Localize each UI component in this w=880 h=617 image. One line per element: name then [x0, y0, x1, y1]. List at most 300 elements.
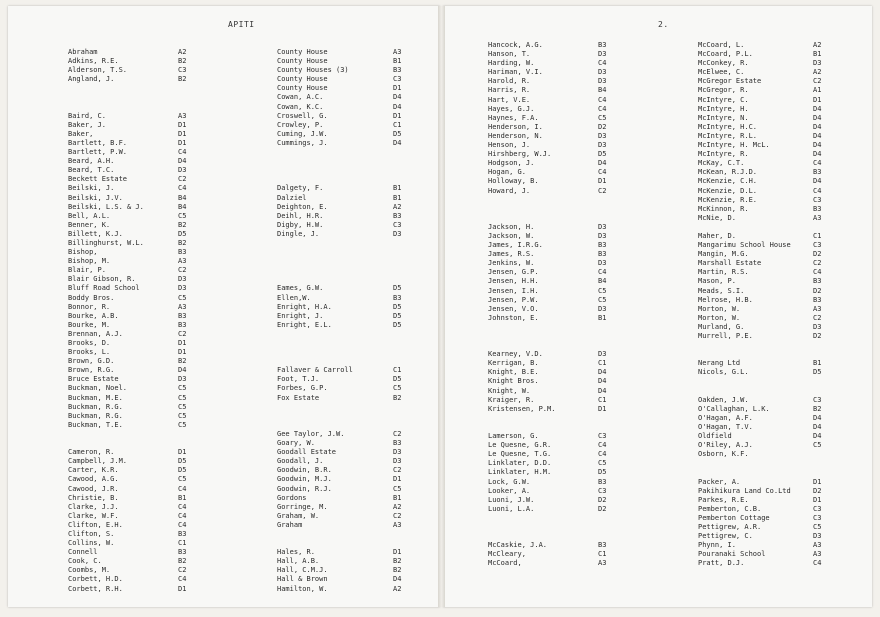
entry-name: Nicols, G.L.: [698, 368, 749, 377]
entry-name: Beard, T.C.: [68, 166, 115, 175]
entry-grid-code: C2: [393, 429, 402, 438]
entry-name: Brown, R.G.: [68, 366, 115, 375]
entry-grid-code: D5: [813, 368, 822, 377]
entry-name: Jackson, W.: [488, 231, 535, 240]
entry-grid-code: A3: [598, 559, 607, 568]
entry-name: Marshall Estate: [698, 259, 762, 268]
entry-name: Graham: [277, 520, 303, 529]
entry-name: Kearney, V.D.: [488, 350, 543, 359]
entry-name: Hales, R.: [277, 548, 315, 557]
entry-name: Abraham: [68, 48, 98, 56]
entry-grid-code: B3: [393, 66, 402, 75]
entry-name: Kraiger, R.: [488, 395, 535, 404]
entry-grid-code: D4: [393, 575, 402, 584]
entry-name: Collins, W.: [68, 539, 115, 548]
entry-name: Connell: [68, 548, 98, 557]
entry-grid-code: C4: [813, 268, 822, 277]
entry-name: Hall, C.M.J.: [277, 566, 328, 575]
entry-name: McKean, R.J.D.: [698, 168, 758, 177]
entry-grid-code: D4: [813, 422, 822, 431]
entry-name: Morton, W.: [698, 313, 741, 322]
entry-grid-code: C4: [178, 520, 187, 529]
entry-name: Cook, C.: [68, 557, 102, 566]
entry-name: Nerang Ltd: [698, 359, 741, 368]
entry-name: Carter, K.R.: [68, 466, 119, 475]
entry-grid-code: D4: [813, 113, 822, 122]
entry-grid-code: B3: [813, 295, 822, 304]
entry-grid-code: A1: [813, 86, 822, 95]
entry-name: Jensen, H.H.: [488, 277, 539, 286]
entry-grid-code: C2: [178, 175, 187, 184]
entry-grid-code: C5: [813, 441, 822, 450]
entry-grid-code: B2: [393, 557, 402, 566]
entry-grid-code: C5: [598, 295, 607, 304]
entry-name: Bishop, M.: [68, 257, 111, 266]
entry-name: County House: [277, 75, 328, 84]
entry-name: McIntyre, C.: [698, 95, 749, 104]
entry-name: Pouranaki School: [698, 550, 766, 559]
entry-name: Bourke, M.: [68, 320, 111, 329]
entry-grid-code: D4: [813, 177, 822, 186]
entry-grid-code: D2: [813, 332, 822, 340]
entry-grid-code: C4: [598, 450, 607, 459]
entry-name: Cowan, K.C.: [277, 102, 324, 111]
entry-grid-code: A2: [178, 48, 187, 56]
entry-name: Buckman, Noel.: [68, 384, 128, 393]
entry-name: Meads, S.I.: [698, 286, 745, 295]
entry-grid-code: C3: [813, 395, 822, 404]
entry-name: Dingle, J.: [277, 229, 320, 238]
entry-grid-code: A2: [813, 68, 822, 77]
entry-grid-code: A3: [178, 111, 187, 120]
entry-grid-code: C5: [178, 384, 187, 393]
entry-grid-code: C4: [178, 511, 187, 520]
entry-grid-code: D4: [813, 131, 822, 140]
entry-grid-code: B1: [178, 493, 187, 502]
entry-grid-code: C2: [178, 266, 187, 275]
entry-grid-code: D1: [598, 404, 607, 413]
entry-name: Holloway, B.: [488, 177, 539, 186]
entry-name: Hanson, T.: [488, 50, 531, 59]
entry-grid-code: D1: [813, 477, 822, 486]
entry-grid-code: D3: [393, 229, 402, 238]
entry-grid-code: B3: [393, 211, 402, 220]
entry-name: Corbett, H.D.: [68, 575, 123, 584]
entry-name: McKay, C.T.: [698, 159, 745, 168]
entry-name: Bartlett, B.F.: [68, 138, 128, 147]
entry-grid-code: D3: [393, 448, 402, 457]
entry-name: Goodall, J.: [277, 457, 324, 466]
entry-grid-code: B3: [178, 311, 187, 320]
entry-name: Buckman, M.E.: [68, 393, 123, 402]
entry-name: Hall, A.B.: [277, 557, 320, 566]
entry-grid-code: C5: [178, 293, 187, 302]
entry-name: Hancock, A.G.: [488, 41, 543, 49]
entry-name: McElwee, C.: [698, 68, 745, 77]
entry-name: Buckman, R.G.: [68, 402, 123, 411]
entry-name: McIntyre, H.: [698, 104, 749, 113]
entry-grid-code: D1: [813, 95, 822, 104]
entry-grid-code: D3: [598, 350, 607, 359]
entry-name: Hariman, V.I.: [488, 68, 543, 77]
entry-name: Campbell, J.M.: [68, 457, 128, 466]
entry-name: Clifton, S.: [68, 529, 115, 538]
entry-grid-code: D3: [178, 166, 187, 175]
entry-grid-code: D1: [393, 111, 402, 120]
entry-name: Kerrigan, B.: [488, 359, 539, 368]
entry-grid-code: C3: [393, 220, 402, 229]
entry-grid-code: C2: [813, 313, 822, 322]
entry-grid-code: B3: [598, 477, 607, 486]
entry-name: Dalziel: [277, 193, 307, 202]
entry-name: McIntyre, H. McL.: [698, 141, 770, 150]
entry-grid-code: C4: [813, 559, 822, 568]
entry-grid-code: D3: [598, 131, 607, 140]
entry-name: Buckman, T.E.: [68, 420, 123, 429]
entry-name: Digby, H.W.: [277, 220, 324, 229]
entry-grid-code: C3: [813, 504, 822, 513]
entry-grid-code: C5: [178, 393, 187, 402]
entry-grid-code: B1: [393, 57, 402, 66]
entry-name: Maher, D.: [698, 231, 736, 240]
entry-grid-code: D4: [393, 93, 402, 102]
entry-name: Morton, W.: [698, 304, 741, 313]
entry-name: Brooks, L.: [68, 348, 111, 357]
entry-grid-code: D4: [813, 413, 822, 422]
entry-name: Jensen, P.W.: [488, 295, 539, 304]
entry-name: McIntyre, N.: [698, 113, 749, 122]
entry-name: O'Riley, A.J.: [698, 441, 753, 450]
entry-name: Angland, J.: [68, 75, 115, 84]
entry-name: Hayes, G.J.: [488, 104, 535, 113]
entry-grid-code: D4: [178, 157, 187, 166]
entry-grid-code: D5: [393, 311, 402, 320]
entry-name: Le Quesne, T.G.: [488, 450, 552, 459]
entry-name: Christie, B.: [68, 493, 119, 502]
entry-name: McKenzie, D.L.: [698, 186, 758, 195]
entry-grid-code: B3: [813, 204, 822, 213]
entry-name: Looker, A.: [488, 486, 531, 495]
entry-name: Pettigrew, C.: [698, 532, 753, 541]
entry-name: Gordons: [277, 493, 307, 502]
entry-grid-code: D1: [178, 339, 187, 347]
entry-name: Phynn, I.: [698, 541, 736, 550]
entry-name: Kristensen, P.M.: [488, 404, 556, 413]
entry-grid-code: D5: [178, 457, 187, 466]
entry-grid-code: D3: [598, 141, 607, 150]
entry-name: Jensen, I.H.: [488, 286, 539, 295]
entry-name: Jenkins, W.: [488, 259, 535, 268]
entry-grid-code: D4: [813, 432, 822, 441]
entry-name: Beard, A.H.: [68, 157, 115, 166]
entry-name: Knight Bros.: [488, 377, 539, 386]
entry-grid-code: C4: [178, 502, 187, 511]
entry-grid-code: C2: [598, 186, 607, 195]
entry-name: Mangin, M.G.: [698, 250, 749, 259]
entry-grid-code: A2: [813, 41, 822, 49]
entry-name: Luoni, L.A.: [488, 504, 535, 513]
entry-grid-code: B3: [813, 168, 822, 177]
entry-name: Billett, K.J.: [68, 229, 123, 238]
entry-name: Buckman, R.G.: [68, 411, 123, 420]
entry-name: Bartlett, P.W.: [68, 148, 128, 157]
entry-name: Cowan, A.C.: [277, 93, 324, 102]
entry-name: Lock, G.W.: [488, 477, 531, 486]
entry-name: Bruce Estate: [68, 375, 119, 384]
entry-grid-code: D2: [598, 122, 607, 131]
entry-name: Gorringe, M.: [277, 502, 328, 511]
entry-grid-code: B3: [178, 320, 187, 329]
entry-grid-code: C1: [598, 359, 607, 368]
entry-grid-code: D1: [813, 495, 822, 504]
entry-name: Enright, J.: [277, 311, 324, 320]
entry-grid-code: C2: [393, 511, 402, 520]
entry-name: Pratt, D.J.: [698, 559, 745, 568]
entry-grid-code: D1: [178, 348, 187, 357]
entry-name: McKenzie, R.E.: [698, 195, 758, 204]
entry-name: Enright, H.A.: [277, 302, 332, 311]
entry-grid-code: D4: [598, 386, 607, 395]
entry-grid-code: C5: [813, 522, 822, 531]
entry-grid-code: C2: [813, 259, 822, 268]
entry-grid-code: B1: [813, 359, 822, 368]
entry-grid-code: D4: [598, 377, 607, 386]
entry-grid-code: D3: [178, 375, 187, 384]
entry-name: Cawood, A.G.: [68, 475, 119, 484]
entry-name: McIntyre, H.C.: [698, 122, 758, 131]
entry-name: Eames, G.W.: [277, 284, 324, 293]
entry-name: McIntyre, R.: [698, 150, 749, 159]
entry-name: O'Hagan, A.F.: [698, 413, 753, 422]
entry-grid-code: B3: [598, 41, 607, 49]
entry-name: Deihl, H.R.: [277, 211, 324, 220]
entry-grid-code: C4: [598, 104, 607, 113]
entry-grid-code: C5: [393, 484, 402, 493]
entry-grid-code: D1: [393, 475, 402, 484]
entry-grid-code: C2: [393, 466, 402, 475]
entry-grid-code: C4: [598, 95, 607, 104]
entry-name: Gee Taylor, J.W.: [277, 429, 345, 438]
entry-name: Baker,: [68, 129, 94, 138]
entry-grid-code: B3: [178, 248, 187, 257]
entry-grid-code: D1: [178, 120, 187, 129]
entry-grid-code: A3: [813, 304, 822, 313]
entry-name: Brown, G.D.: [68, 357, 115, 366]
entry-name: Goodwin, B.R.: [277, 466, 332, 475]
entry-name: Adkins, R.E.: [68, 57, 119, 66]
entry-name: Goodall Estate: [277, 448, 337, 457]
entry-grid-code: C3: [598, 486, 607, 495]
entry-grid-code: B2: [178, 357, 187, 366]
entry-name: Harold, R.: [488, 77, 531, 86]
entry-name: Le Quesne, G.R.: [488, 441, 552, 450]
entry-name: Hamilton, W.: [277, 584, 328, 593]
entry-name: Murland, G.: [698, 322, 745, 331]
entry-grid-code: C5: [178, 420, 187, 429]
entry-grid-code: D2: [813, 250, 822, 259]
entry-grid-code: B2: [178, 57, 187, 66]
entry-name: Brooks, D.: [68, 339, 111, 347]
entry-grid-code: C2: [178, 566, 187, 575]
entry-grid-code: A3: [393, 48, 402, 56]
entry-grid-code: D3: [598, 77, 607, 86]
entry-name: Harris, R.: [488, 86, 531, 95]
entry-grid-code: A3: [178, 257, 187, 266]
entry-grid-code: C1: [178, 539, 187, 548]
entry-name: Oakden, J.W.: [698, 395, 749, 404]
entry-name: Bourke, A.B.: [68, 311, 119, 320]
entry-name: Knight, B.E.: [488, 368, 539, 377]
entry-grid-code: C1: [393, 120, 402, 129]
entry-grid-code: B1: [393, 184, 402, 193]
entry-name: Knight, W.: [488, 386, 531, 395]
entry-name: Henderson, N.: [488, 131, 543, 140]
entry-grid-code: D3: [598, 231, 607, 240]
entry-name: Bonnor, R.: [68, 302, 111, 311]
entry-grid-code: D3: [178, 284, 187, 293]
entry-name: Forbes, G.P.: [277, 384, 328, 393]
entry-grid-code: B2: [178, 238, 187, 247]
entry-name: Coombs, M.: [68, 566, 111, 575]
entry-grid-code: D2: [813, 286, 822, 295]
entry-name: James, I.R.G.: [488, 241, 543, 250]
entry-name: Pemberton, C.B.: [698, 504, 762, 513]
entry-name: Howard, J.: [488, 186, 531, 195]
entry-grid-code: C4: [598, 268, 607, 277]
entry-name: Murrell, P.E.: [698, 332, 753, 340]
entry-name: Beilski, L.S. & J.: [68, 202, 144, 211]
entry-name: O'Callaghan, L.K.: [698, 404, 770, 413]
entry-grid-code: C4: [598, 59, 607, 68]
entry-grid-code: D5: [393, 320, 402, 329]
entry-name: Ellen,W.: [277, 293, 311, 302]
entry-grid-code: D5: [393, 284, 402, 293]
entry-name: Blair Gibson, R.: [68, 275, 136, 284]
entry-grid-code: B3: [598, 541, 607, 550]
entry-name: Pakihikura Land Co.Ltd: [698, 486, 791, 495]
entry-grid-code: C4: [178, 484, 187, 493]
entry-name: Goodwin, M.J.: [277, 475, 332, 484]
entry-grid-code: D1: [393, 548, 402, 557]
entry-grid-code: D3: [393, 457, 402, 466]
entry-grid-code: D1: [598, 177, 607, 186]
entry-name: Cameron, R.: [68, 448, 115, 457]
entry-grid-code: C4: [598, 441, 607, 450]
entry-grid-code: C5: [598, 459, 607, 468]
entry-name: Crowley, P.: [277, 120, 324, 129]
entry-name: Baird, C.: [68, 111, 106, 120]
entry-grid-code: A2: [393, 202, 402, 211]
entry-name: Hart, V.E.: [488, 95, 531, 104]
entry-name: Billinghurst, W.L.: [68, 238, 144, 247]
entry-name: Harding, W.: [488, 59, 535, 68]
entry-grid-code: B3: [598, 250, 607, 259]
entry-name: Bishop,: [68, 248, 98, 257]
entry-grid-code: A2: [393, 584, 402, 593]
entry-grid-code: D1: [393, 84, 402, 93]
entry-name: Brennan, A.J.: [68, 329, 123, 338]
entry-grid-code: A3: [393, 520, 402, 529]
entry-grid-code: C4: [178, 184, 187, 193]
entry-name: Jensen, G.P.: [488, 268, 539, 277]
entry-grid-code: C5: [178, 475, 187, 484]
entry-grid-code: D1: [178, 129, 187, 138]
entry-name: James, R.S.: [488, 250, 535, 259]
entry-name: Cawood, J.R.: [68, 484, 119, 493]
entry-name: Graham, W.: [277, 511, 320, 520]
entry-grid-code: B3: [178, 529, 187, 538]
entry-name: Fox Estate: [277, 393, 320, 402]
entry-grid-code: B3: [393, 439, 402, 448]
entry-grid-code: D1: [178, 584, 187, 593]
entry-grid-code: C5: [178, 211, 187, 220]
entry-grid-code: D3: [598, 259, 607, 268]
entry-name: Mason, P.: [698, 277, 736, 286]
entry-name: McCoard, P.L.: [698, 50, 753, 59]
entry-grid-code: C1: [813, 231, 822, 240]
entry-name: Clifton, E.H.: [68, 520, 123, 529]
entry-name: Deighton, E.: [277, 202, 328, 211]
entry-grid-code: C5: [178, 411, 187, 420]
entry-name: Clarke, W.F.: [68, 511, 119, 520]
entry-grid-code: D4: [178, 366, 187, 375]
entry-name: Cuming, J.W.: [277, 129, 328, 138]
entry-name: Baker, J.: [68, 120, 106, 129]
entry-name: McCoard, L.: [698, 41, 745, 49]
entry-name: Hogan, G.: [488, 168, 526, 177]
entry-grid-code: A3: [813, 213, 822, 222]
entry-name: Enright, E.L.: [277, 320, 332, 329]
entry-name: McCaskie, J.A.: [488, 541, 548, 550]
entry-grid-code: C2: [813, 77, 822, 86]
book-gutter: [438, 6, 445, 607]
entry-grid-code: D5: [393, 302, 402, 311]
entry-grid-code: B4: [598, 86, 607, 95]
entry-name: Henderson, I.: [488, 122, 543, 131]
entry-name: County Houses (3): [277, 66, 349, 75]
entry-name: Goodwin, R.J.: [277, 484, 332, 493]
entry-name: Boddy Bros.: [68, 293, 115, 302]
entry-grid-code: B2: [178, 75, 187, 84]
entry-grid-code: B1: [393, 193, 402, 202]
entry-grid-code: C4: [178, 575, 187, 584]
entry-grid-code: C3: [813, 513, 822, 522]
entry-grid-code: B1: [598, 313, 607, 322]
entry-grid-code: B2: [393, 393, 402, 402]
entry-grid-code: C3: [393, 75, 402, 84]
page-number: 2.: [658, 20, 669, 29]
entry-name: McGregor, R.: [698, 86, 749, 95]
entry-name: Jackson, H.: [488, 222, 535, 231]
entry-name: Pettigrew, A.R.: [698, 522, 762, 531]
entry-grid-code: D3: [598, 304, 607, 313]
entry-grid-code: D2: [598, 504, 607, 513]
entry-name: Pemberton Cottage: [698, 513, 770, 522]
entry-grid-code: B3: [598, 241, 607, 250]
entry-grid-code: B2: [178, 557, 187, 566]
entry-name: Dalgety, F.: [277, 184, 324, 193]
entry-grid-code: D4: [598, 368, 607, 377]
entry-grid-code: B3: [178, 548, 187, 557]
entry-grid-code: C3: [813, 195, 822, 204]
entry-grid-code: D4: [813, 150, 822, 159]
entry-name: Bluff Road School: [68, 284, 140, 293]
entry-name: Benner, K.: [68, 220, 111, 229]
entry-name: Hodgson, J.: [488, 159, 535, 168]
entry-grid-code: B4: [178, 202, 187, 211]
entry-grid-code: D2: [813, 486, 822, 495]
entry-grid-code: B1: [813, 50, 822, 59]
